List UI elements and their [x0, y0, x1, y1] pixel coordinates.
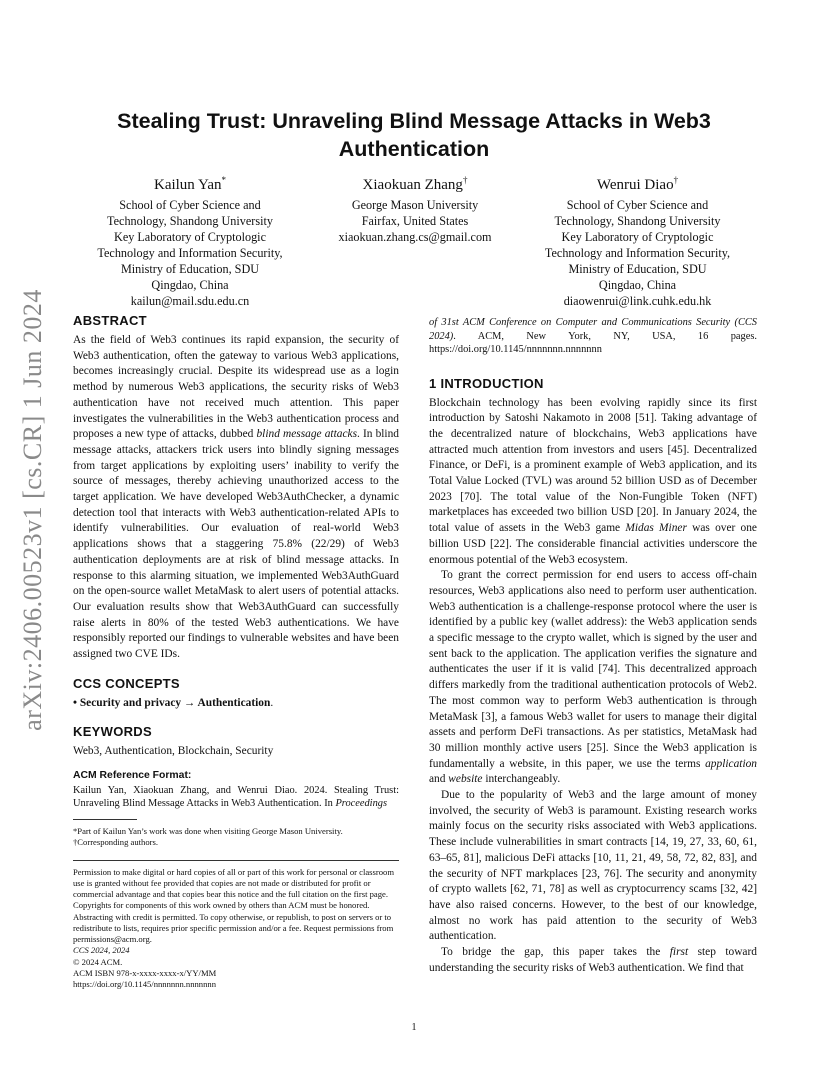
paper-title: Stealing Trust: Unraveling Blind Message Attacks in Web3 Authentication: [117, 109, 711, 161]
page-number: 1: [411, 1022, 417, 1033]
ccs-concepts-heading: CCS CONCEPTS: [73, 675, 180, 691]
abstract-heading: ABSTRACT: [73, 313, 147, 328]
footnote-2: †Corresponding authors.: [73, 836, 158, 847]
author-affiliation-line: School of Cyber Science and: [566, 198, 709, 212]
arxiv-stamp: [12, 289, 54, 731]
acm-reference-continuation: of 31st ACM Conference on Computer and Communications Security (CCS 2024). ACM, New York, NY, USA, 16 pages. https://doi.org/10.1145/nnnnnnn.nnnnnnn: [429, 317, 757, 355]
author-email: xiaokuan.zhang.cs@gmail.com: [338, 230, 492, 244]
author-block-2: [310, 170, 520, 245]
permission-copyright: © 2024 ACM.: [73, 956, 123, 967]
permission-isbn: ACM ISBN 978-x-xxxx-xxxx-x/YY/MM: [73, 967, 217, 978]
permission-text: Permission to make digital or hard copies of all or part of this work for personal or classroom use is granted without fee provided that copies are not made or distributed for profit or commercial advantage and that copies bear this notice and the full citation on the first page. Copyrights for components of this work owned by others than ACM must be honored. Abstracting with credit is permitted. To copy otherwise, or republish, to post on servers or to redistribute to lists, requires prior specific permission and/or a fee. Request permissions from permissions@acm.org.: [73, 866, 394, 945]
author-affiliation-line: Key Laboratory of Cryptologic: [114, 230, 266, 244]
acm-reference-heading: ACM Reference Format:: [73, 770, 192, 782]
permission-notice: [73, 860, 399, 990]
author-affiliation-line: Qingdao, China: [598, 278, 677, 292]
author-name: Wenrui Diao†: [596, 175, 679, 193]
author-block-3: [530, 170, 745, 309]
introduction-heading: 1 INTRODUCTION: [429, 375, 544, 391]
author-affiliation-line: School of Cyber Science and: [119, 198, 261, 212]
author-affiliation-line: Technology and Information Security,: [544, 246, 731, 260]
permission-doi: https://doi.org/10.1145/nnnnnnn.nnnnnnn: [73, 978, 216, 989]
author-block-1: [80, 170, 300, 309]
intro-paragraph-1: Blockchain technology has been evolving rapidly since its first introduction by Satoshi Nakamoto in 2008 [51]. Taking advantage of the decentralized nature of blockchains, Web3 applications have attracted much attention from investors and users [45]. Decentralized Finance, or DeFi, is a prominent example of Web3 application, and its Total Value Locked (TVL) was around 52 billion USD as of December 2023 [70]. The total value of the Non-Fungible Token (NFT) marketplaces has exceeded two billion USD [20]. In January 2024, the total value of assets in the Web3 game Midas Miner was over one billion USD [22]. The considerable financial activities underscore the enormous potential of the Web3 ecosystem.: [429, 396, 757, 566]
author-affiliation-line: Fairfax, United States: [361, 214, 469, 228]
author-affiliation-line: Technology, Shandong University: [107, 214, 273, 228]
author-name: Xiaokuan Zhang†: [362, 175, 468, 193]
author-email: diaowenrui@link.cuhk.edu.hk: [563, 294, 712, 308]
left-column: [73, 312, 399, 990]
intro-paragraph-2: To grant the correct permission for end users to access off-chain resources, Web3 applications also need to perform user authentication. Web3 authentication is a challenge-response protocol where the user is identified by a public key (wallet address): the Web3 application sends a specific message to the crypto wallet, which is signed by the user and sent back to the application. The application verifies the signature and authenticates the user if it is valid [74]. This decentralized approach differs markedly from the traditional authentication protocols of Web2. The most common way to perform Web3 authentication is through MetaMask [3], a famous Web3 wallet for users to manage their digital assets and perform DeFi transactions. As per statistics, MetaMask had 30 million monthly active users [25]. Since the Web3 application is fundamentally a website, in this paper, we use the terms application and website interchangeably.: [429, 569, 757, 786]
author-affiliation-line: Qingdao, China: [151, 278, 229, 292]
author-affiliation-line: Technology, Shandong University: [554, 214, 721, 228]
keywords-text: Web3, Authentication, Blockchain, Security: [73, 745, 274, 758]
arxiv-stamp-text: arXiv:2406.00523v1 [cs.CR] 1 Jun 2024: [18, 289, 47, 731]
intro-paragraph-3: Due to the popularity of Web3 and the large amount of money involved, the security of Web3 is paramount. Existing research works mainly focus on the security risks associated with Web3 applications. These include vulnerabilities in smart contracts [14, 19, 27, 33, 60, 61, 63–65, 81], malicious DeFi attacks [10, 11, 21, 49, 58, 72, 82, 83], and the security of NFT markplaces [23, 76]. The security and anonymity of crypto wallets [62, 71, 78] as well as cryptocurrency scams [32, 42] have also raised concerns. However, to the best of our knowledge, almost no work has paid attention to the security of Web3 authentication.: [429, 789, 757, 943]
author-affiliation-line: George Mason University: [351, 198, 479, 212]
author-affiliation-line: Key Laboratory of Cryptologic: [561, 230, 714, 244]
footnote-rule: [73, 819, 137, 820]
author-affiliation-line: Ministry of Education, SDU: [120, 262, 260, 276]
author-affiliation-line: Ministry of Education, SDU: [568, 262, 707, 276]
author-affiliation-line: Technology and Information Security,: [97, 246, 283, 260]
keywords-heading: KEYWORDS: [73, 724, 152, 740]
permission-venue: CCS 2024, 2024: [73, 945, 130, 956]
intro-paragraph-4: To bridge the gap, this paper takes the first step toward understanding the security risks of Web3 authentication. We find that: [429, 946, 757, 974]
footnote-1: *Part of Kailun Yan’s work was done when visiting George Mason University.: [73, 825, 343, 836]
right-column: [429, 316, 757, 977]
author-name: Kailun Yan*: [153, 175, 226, 193]
author-email: kailun@mail.sdu.edu.cn: [130, 294, 250, 308]
abstract-text: As the field of Web3 continues its rapid expansion, the security of Web3 authentication, often the gateway to various Web3 applications, becomes increasingly crucial. Despite its widespread use as a login method by numerous Web3 applications, the security risks of Web3 authentication have not received much attention. This paper investigates the vulnerabilities in the Web3 authentication process and proposes a new type of attacks, dubbed blind message attacks. In blind message attacks, attackers trick users into blindly signing messages from target applications by exploiting users’ inability to verify the source of messages, thereby achieving unauthorized access to the target application. We have developed Web3AuthChecker, a dynamic detection tool that interacts with Web3 authentication-related APIs to identify vulnerabilities. Our evaluation of real-world Web3 applications shows that a staggering 75.8% (22/29) of Web3 authentication deployments are at risk of blind message attacks. In response to this alarming situation, we implemented Web3AuthGuard on the open-source wallet MetaMask to alert users of potential attacks. Our evaluation results show that Web3AuthGuard can successfully raise alerts in 80% of the tested Web3 authentications. We have responsibly reported our findings to vulnerable websites and have been assigned two CVE IDs.: [73, 334, 399, 661]
acm-reference-text: Kailun Yan, Xiaokuan Zhang, and Wenrui Diao. 2024. Stealing Trust: Unraveling Blind Message Attacks in Web3 Authentication. In Proceedings: [73, 784, 399, 810]
ccs-concepts-text: • Security and privacy → Authentication.: [73, 696, 274, 709]
